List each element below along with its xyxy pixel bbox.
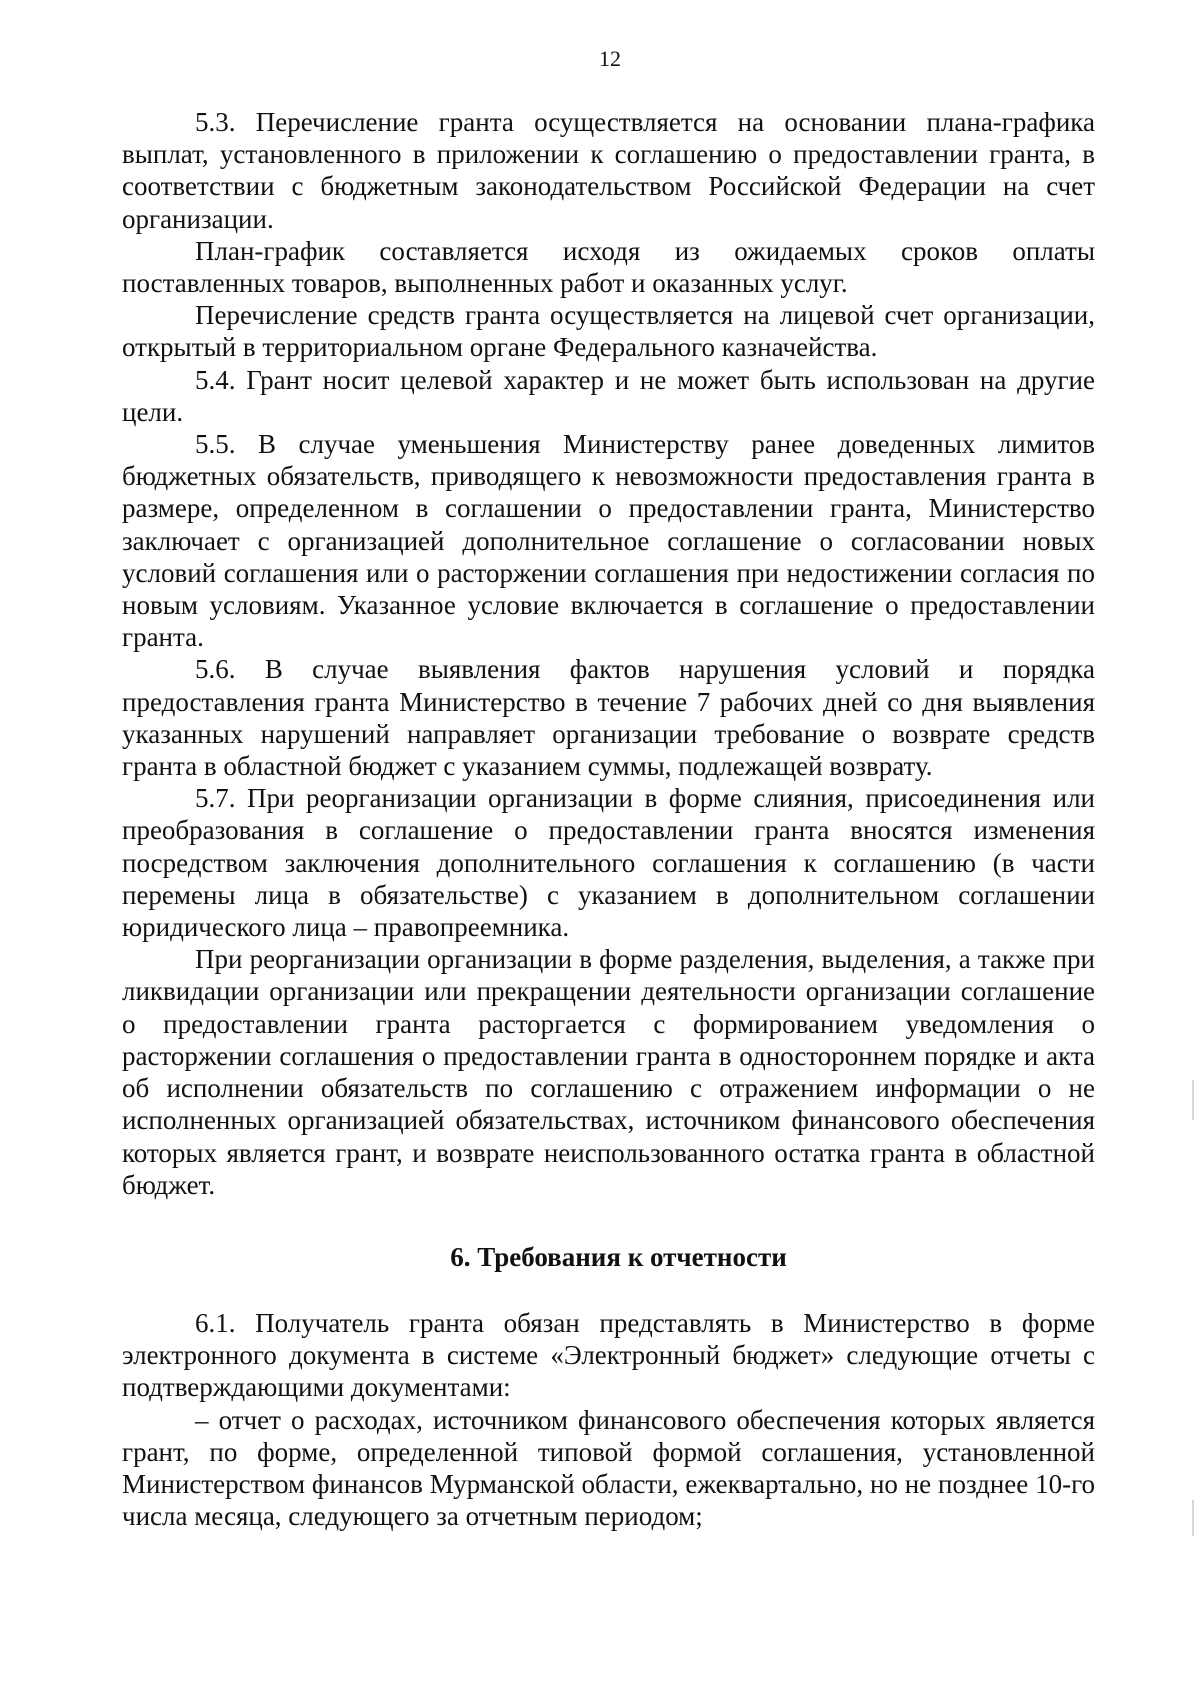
paragraph-5-3: 5.3. Перечисление гранта осуществляется на основании плана-графика выплат, установленного в приложении к соглашению о предоставлении гранта, в соответствии с бюджетным законодательством Российской Федерации на счет организации.: [122, 107, 1095, 234]
scan-edge-mark: [1192, 1080, 1194, 1120]
paragraph-transfer-account: Перечисление средств гранта осуществляется на лицевой счет организации, открытый в территориальном органе Федерального казначейства.: [122, 300, 1095, 363]
paragraph-5-4: 5.4. Грант носит целевой характер и не может быть использован на другие цели.: [122, 364, 1095, 427]
section-heading: 6. Требования к отчетности: [450, 1241, 787, 1272]
list-item-expense-report: – отчет о расходах, источником финансового обеспечения которых является грант, по форме, определенной типовой формой соглашения, установленной Министерством финансов Мурманской области, ежеквартально, но не позднее 10-го числа месяца, следующего за отчетным периодом;: [122, 1404, 1095, 1532]
page-number: 12: [599, 46, 621, 71]
paragraph-reorganization: При реорганизации организации в форме разделения, выделения, а также при ликвидации организации или прекращении деятельности организации соглашение о предоставлении гранта расторгается с формированием уведомления о расторжении соглашения о предоставлении гранта в одностороннем порядке и акта об исполнении обязательств по соглашению с отражением информации о не исполненных организацией обязательствах, источником финансового обеспечения которых является грант, и возврате неиспользованного остатка гранта в областной бюджет.: [122, 944, 1095, 1200]
document-body: [122, 106, 1095, 1532]
paragraph-plan-schedule: План-график составляется исходя из ожидаемых сроков оплаты поставленных товаров, выполненных работ и оказанных услуг.: [122, 235, 1095, 299]
scan-edge-mark: [1192, 1500, 1194, 1536]
paragraph-5-5: 5.5. В случае уменьшения Министерству ранее доведенных лимитов бюджетных обязательств, приводящего к невозможности предоставления гранта в размере, определенном в соглашении о предоставлении гранта, Министерство заключает с организацией дополнительное соглашение о согласовании новых условий соглашения или о расторжении соглашения при недостижении согласия по новым условиям. Указанное условие включается в соглашение о предоставлении гранта.: [122, 429, 1095, 653]
paragraph-6-1: 6.1. Получатель гранта обязан представлять в Министерство в форме электронного документа в системе «Электронный бюджет» следующие отчеты с подтверждающими документами:: [122, 1307, 1095, 1403]
paragraph-5-7: 5.7. При реорганизации организации в форме слияния, присоединения или преобразования в соглашение о предоставлении гранта вносятся изменения посредством заключения дополнительного соглашения к соглашению (в части перемены лица в обязательстве) с указанием в дополнительном соглашении юридического лица – правопреемника.: [122, 783, 1095, 943]
paragraph-5-6: 5.6. В случае выявления фактов нарушения условий и порядка предоставления гранта Министерство в течение 7 рабочих дней со дня выявления указанных нарушений направляет организации требование о возврате средств гранта в областной бюджет с указанием суммы, подлежащей возврату.: [122, 654, 1095, 782]
